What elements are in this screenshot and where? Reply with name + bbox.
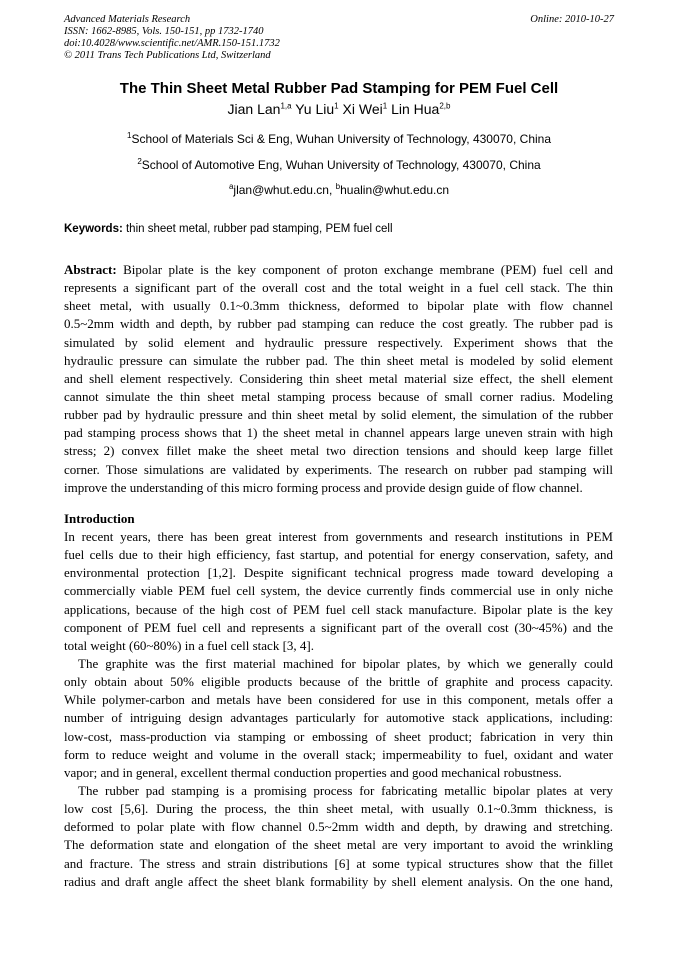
author-sup: 1 (382, 101, 388, 111)
abstract-line (64, 461, 613, 479)
abstract-line-text: simulated by solid element and hydraulic pressure respectively. Experiment shows that the (64, 334, 613, 350)
copyright: © 2011 Trans Tech Publications Ltd, Switzerland (64, 50, 271, 61)
paragraph-line: While polymer-carbon and metals have been considered for use in this component, metals offer a (64, 692, 613, 708)
affiliation-sup: 2 (137, 157, 142, 166)
emails (0, 183, 678, 197)
paragraph-line: commercially viable PEM fuel cell system, the device currently finds commercial use in only niche (64, 583, 613, 599)
paragraph-line: The rubber pad stamping is a promising process for fabricating metallic bipolar plates at very (78, 782, 613, 798)
abstract-line (64, 479, 613, 497)
abstract-line (64, 406, 613, 424)
paragraph-line: low-cost, mass-production via stamping or embossing of sheet product; fabrication in very thin (64, 728, 613, 744)
doi: doi:10.4028/www.scientific.net/AMR.150-151.1732 (64, 38, 280, 49)
email-link[interactable]: jlan@whut.edu.cn, (233, 183, 336, 197)
paragraph-line: vapor; and in general, excellent thermal conduction properties and good mechanical robustness. (64, 764, 562, 780)
abstract-line-text: corner. Those simulations are validated by experiments. The research on rubber pad stamping will (64, 461, 613, 477)
abstract-line-text: pad stamping process shows that 1) the sheet metal in channel appears large uneven strain with high (64, 425, 613, 441)
paragraph-line: The deformation state and elongation of the sheet metal are very important to avoid the wrinkling (64, 837, 613, 853)
author-sup: 2,b (439, 101, 451, 111)
abstract-line (64, 279, 613, 297)
introduction-body (64, 528, 613, 891)
author: Yu Liu (295, 101, 335, 117)
abstract-line (64, 297, 613, 315)
paragraph-line: number of intriguing design advantages particularly for automotive stack applications, including: (64, 710, 613, 726)
abstract-line (64, 424, 613, 442)
author-list (0, 101, 678, 117)
paragraph-line: applications, because of the high cost of PEM fuel cell stack manufacture. Bipolar plate is the key (64, 601, 613, 617)
introduction-heading: Introduction (64, 511, 135, 526)
abstract-line-text: hydraulic pressure can simulate the rubber pad. The thin sheet metal is modeled by solid element (64, 352, 613, 368)
abstract-line-text: stress; 2) convex fillet make the sheet metal two direction tensions and should keep large fillet (64, 443, 613, 459)
abstract-line-text: cannot simulate the thin sheet metal stamping process because of small corner radius. Modeling (64, 388, 613, 404)
abstract-line (64, 388, 613, 406)
journal-header (64, 14, 280, 62)
abstract-line-text: Bipolar plate is the key component of proton exchange membrane (PEM) fuel cell and (116, 262, 613, 277)
affiliation-text: School of Automotive Eng, Wuhan University of Technology, 430070, China (141, 158, 541, 172)
abstract-line (64, 352, 613, 370)
abstract (64, 261, 613, 497)
abstract-line (64, 315, 613, 333)
email-sup: b (335, 182, 341, 191)
paragraph-line: low cost [5,6]. During the process, the thin sheet metal, with usually 0.1~0.3mm thickness, is (64, 801, 613, 817)
paragraph-line: component of PEM fuel cell and represents a significant part of the overall cost (30~45%) and the (64, 619, 613, 635)
paragraph-line: form to reduce weight and volume in the overall stack; impermeability to fuel, oxidant and water (64, 746, 613, 762)
abstract-label: Abstract: (64, 262, 117, 277)
email-link[interactable]: hualin@whut.edu.cn (340, 183, 450, 197)
affiliation-1 (0, 132, 678, 146)
author: Xi Wei (342, 101, 383, 117)
paragraph-line: environmental protection [1,2]. Despite significant technical progress made toward developing a (64, 565, 613, 581)
paragraph-line: radius and draft angle affect the sheet blank formability by shell element analysis. On the one hand, (64, 873, 613, 889)
keywords-text: thin sheet metal, rubber pad stamping, PEM fuel cell (122, 223, 393, 235)
paragraph-line: The graphite was the first material machined for bipolar plates, by which we generally could (78, 655, 613, 671)
issn: ISSN: 1662-8985, Vols. 150-151, pp 1732-1740 (64, 26, 264, 37)
abstract-line (64, 334, 613, 352)
abstract-line-text: represents a significant part of the overall cost and the total weight in a fuel cell stack. The thin (64, 280, 613, 296)
author-sup: 1 (334, 101, 339, 111)
author-sup: 1,a (280, 101, 292, 111)
affiliation-sup: 1 (126, 131, 132, 140)
paragraph-line: In recent years, there has been great interest from governments and research institutions in PEM (64, 529, 613, 544)
abstract-line-text: 0.5~2mm width and depth, by rubber pad stamping can reduce the cost greatly. The rubber pad is (64, 316, 613, 332)
abstract-line-text: sheet metal, with usually 0.1~0.3mm thickness, deformed to bipolar plate with flow channel (64, 298, 613, 314)
paragraph-line: only obtain about 50% eligible products because of the brittle of graphite and process capacity. (64, 674, 613, 690)
author: Jian Lan (227, 101, 281, 117)
abstract-line-text: and shell element respectively. Considering thin sheet metal material size effect, the shell element (64, 370, 613, 386)
abstract-line-text: improve the understanding of this micro forming process and provide design guide of flow channel. (64, 479, 583, 495)
abstract-line-text: rubber pad by hydraulic pressure and thin sheet metal by solid element, the simulation of the rubber (64, 407, 613, 423)
abstract-line (64, 370, 613, 388)
online-date: Online: 2010-10-27 (530, 14, 614, 25)
email-sup: a (228, 182, 234, 191)
journal-name: Advanced Materials Research (64, 14, 191, 25)
paragraph (64, 655, 613, 782)
author: Lin Hua (391, 101, 440, 117)
keywords (64, 223, 393, 235)
paragraph-line: fuel cells due to their high efficiency, fast startup, and potential for energy conservation, safety, and (64, 547, 613, 563)
paragraph-line: and fracture. The stress and strain distributions [6] at some typical structures show that the fillet (64, 855, 613, 871)
paragraph (64, 528, 613, 655)
paragraph (64, 782, 613, 891)
abstract-line (64, 442, 613, 460)
affiliation-2 (0, 158, 678, 172)
keywords-label: Keywords: (64, 223, 123, 235)
abstract-line (64, 261, 613, 279)
paper-title: The Thin Sheet Metal Rubber Pad Stamping for PEM Fuel Cell (119, 80, 559, 97)
affiliation-text: School of Materials Sci & Eng, Wuhan University of Technology, 430070, China (131, 132, 552, 146)
paragraph-line: deformed to polar plate with flow channel 0.5~2mm width and depth, by drawing and stretching. (64, 819, 613, 835)
paragraph-line: total weight (60~80%) in a fuel cell stack [3, 4]. (64, 637, 314, 653)
